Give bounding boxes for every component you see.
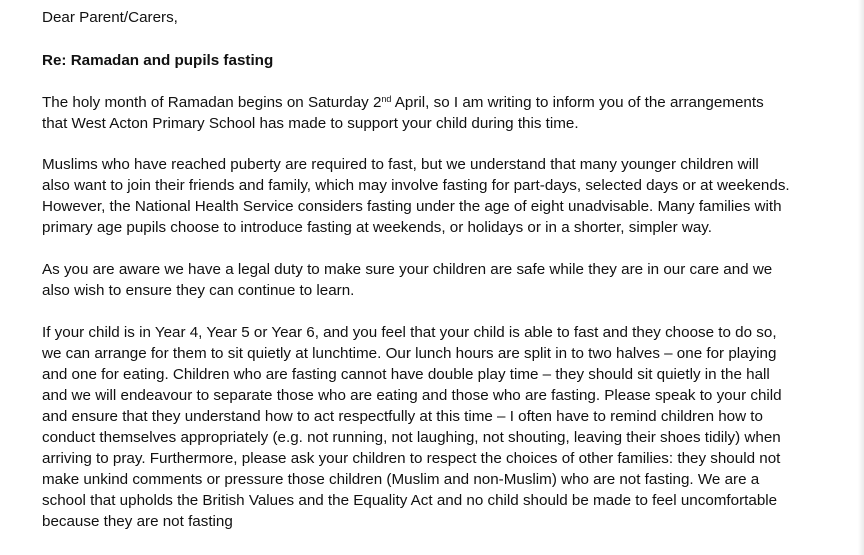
paragraph-line: conduct themselves appropriately (e.g. not running, not laughing, not shouting, leaving their shoes tidily) when <box>42 429 781 446</box>
paragraph-line: make unkind comments or pressure those children (Muslim and non-Muslim) who are not fasting. We are a <box>42 471 760 488</box>
paragraph-line: primary age pupils choose to introduce fasting at weekends, or holidays or in a shorter, simpler way. <box>42 219 712 236</box>
intro-text-after: April, so I am writing to inform you of the arrangements <box>391 94 764 111</box>
intro-text-before: The holy month of Ramadan begins on Saturday 2 <box>42 94 382 111</box>
paragraph-line: also wish to ensure they can continue to learn. <box>42 282 355 299</box>
paragraph-line: we can arrange for them to sit quietly at lunchtime. Our lunch hours are split in to two halves – one for playing <box>42 345 777 362</box>
paragraph-line: and ensure that they understand how to act respectfully at this time – I often have to remind children how to <box>42 408 763 425</box>
paragraph-line: because they are not fasting <box>42 513 233 530</box>
intro-line-1 <box>42 93 764 113</box>
subject-line: Re: Ramadan and pupils fasting <box>42 52 274 69</box>
paragraph-line: school that upholds the British Values and the Equality Act and no child should be made to feel uncomfortable <box>42 492 778 509</box>
paragraph-line: If your child is in Year 4, Year 5 or Year 6, and you feel that your child is able to fast and they choose to do so, <box>42 324 777 341</box>
paragraph-line: and one for eating. Children who are fasting cannot have double play time – they should sit quietly in the hall <box>42 366 770 383</box>
page-edge-shadow <box>858 0 864 555</box>
intro-line-2: that West Acton Primary School has made to support your child during this time. <box>42 115 579 132</box>
paragraph-line: As you are aware we have a legal duty to make sure your children are safe while they are in our care and we <box>42 261 773 278</box>
paragraph-line: also want to join their friends and family, which may involve fasting for part-days, selected days or at weekends. <box>42 177 790 194</box>
paragraph-line: Muslims who have reached puberty are required to fast, but we understand that many younger children will <box>42 156 759 173</box>
paragraph-line: arriving to pray. Furthermore, please ask your children to respect the choices of other families: they should not <box>42 450 781 467</box>
date-ordinal: nd <box>381 94 392 104</box>
paragraph-line: and we will endeavour to separate those who are eating and those who are fasting. Please speak to your child <box>42 387 782 404</box>
salutation: Dear Parent/Carers, <box>42 9 178 26</box>
paragraph-line: However, the National Health Service considers fasting under the age of eight unadvisable. Many families with <box>42 198 782 215</box>
